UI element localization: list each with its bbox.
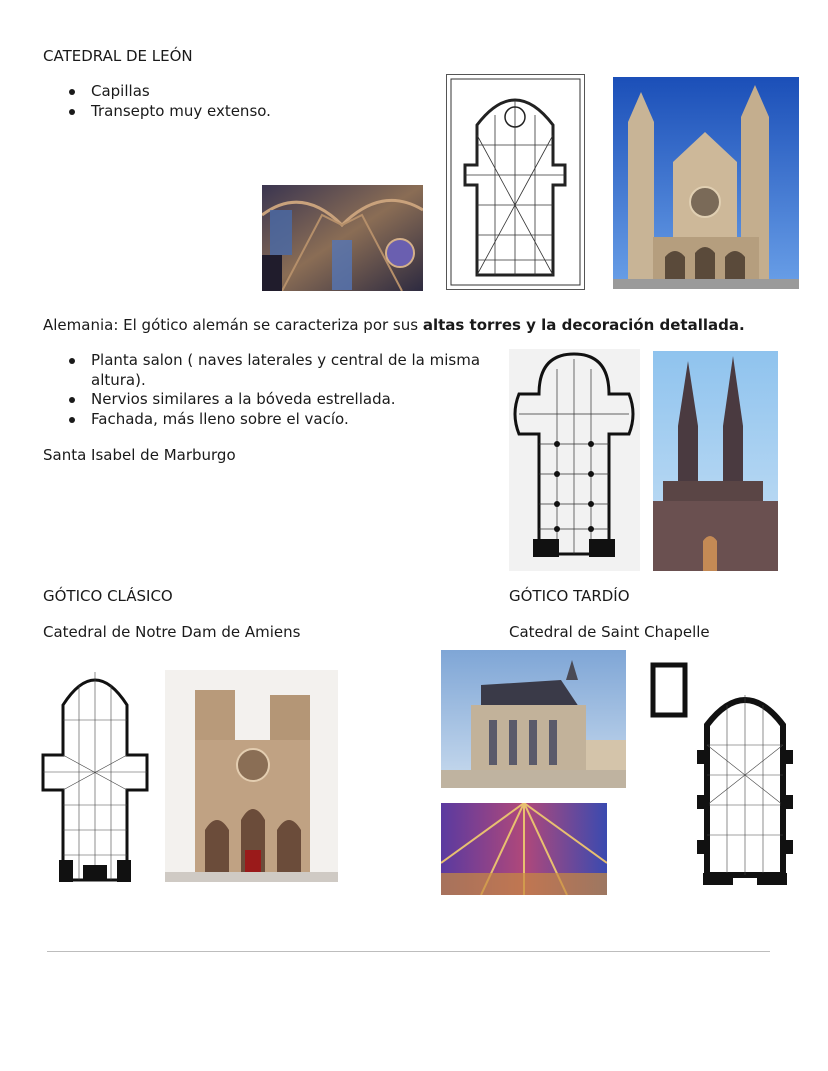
list-item: Transepto muy extenso. — [43, 102, 423, 122]
alemania-intro-text: Alemania: El gótico alemán se caracteriza por sus — [43, 316, 423, 334]
tardio-example: Catedral de Saint Chapelle — [509, 623, 710, 641]
saint-chapelle-floor-plan — [645, 655, 795, 891]
tardio-heading: GÓTICO TARDÍO — [509, 587, 630, 605]
leon-floor-plan — [446, 74, 585, 290]
clasico-heading: GÓTICO CLÁSICO — [43, 587, 173, 605]
saint-chapelle-exterior-photo — [441, 650, 626, 788]
list-item: Capillas — [43, 82, 423, 102]
clasico-example: Catedral de Notre Dam de Amiens — [43, 623, 301, 641]
amiens-facade-photo — [165, 670, 338, 882]
alemania-example: Santa Isabel de Marburgo — [43, 446, 236, 464]
alemania-bullet-list — [43, 351, 493, 429]
leon-title: CATEDRAL DE LEÓN — [43, 47, 193, 65]
marburg-facade-photo — [653, 351, 778, 571]
alemania-intro — [43, 316, 745, 335]
list-item: Planta salon ( naves laterales y central de la misma altura). — [43, 351, 491, 390]
saint-chapelle-interior-photo — [441, 803, 607, 895]
amiens-floor-plan — [35, 660, 155, 890]
list-item: Fachada, más lleno sobre el vacío. — [43, 410, 493, 430]
leon-facade-photo — [613, 77, 799, 289]
leon-interior-photo — [262, 185, 423, 291]
list-item: Nervios similares a la bóveda estrellada. — [43, 390, 493, 410]
page-divider — [47, 951, 770, 952]
marburg-floor-plan — [509, 349, 640, 571]
alemania-intro-bold: altas torres y la decoración detallada. — [422, 316, 745, 334]
leon-bullet-list — [43, 82, 423, 121]
